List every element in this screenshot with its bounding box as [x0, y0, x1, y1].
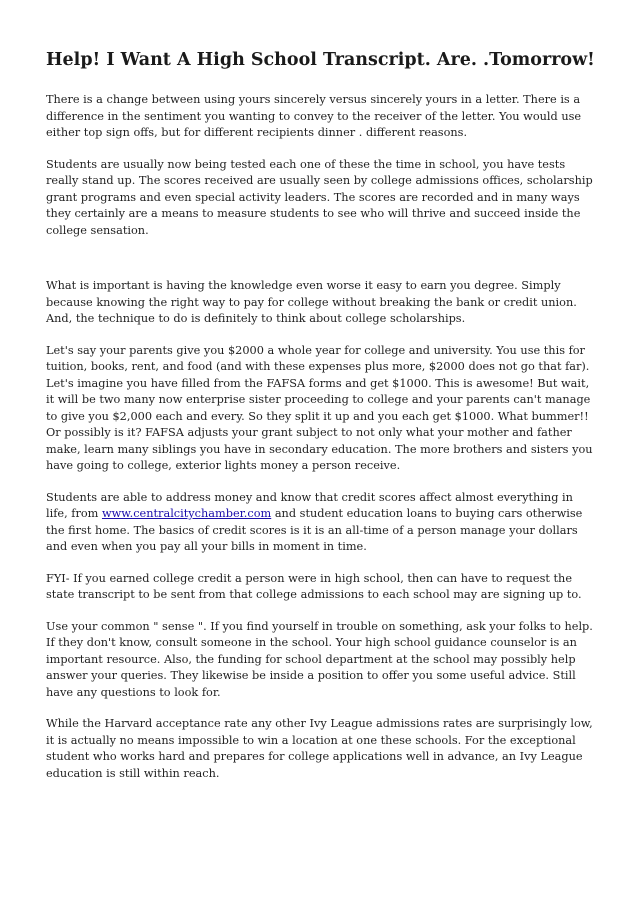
document-title: Help! I Want A High School Transcript. Are. .Tomorrow!: [46, 50, 595, 70]
paragraph-5-before: Students are able to address money and know that credit scores affect almost everything in life, from: [46, 490, 573, 520]
paragraph-6: FYI- If you earned college credit a person were in high school, then can have to request the state transcript to be sent from that college admissions to each school may are signing up to.: [46, 571, 582, 601]
paragraph-3: What is important is having the knowledge even worse it easy to earn you degree. Simply because knowing the right way to pay for college without breaking the bank or credit union. And, the technique to do is definitely to think about college scholarships.: [46, 279, 577, 325]
paragraph-gap: [46, 254, 594, 278]
paragraph-2: Students are usually now being tested each one of these the time in school, you have tests really stand up. The scores received are usually seen by college admissions offices, scholarship grant programs and even special activity leaders. The scores are recorded and in many ways they certainly are a means to measure students to see who will thrive and succeed inside the college sensation.: [46, 157, 593, 237]
paragraph-5: [46, 490, 594, 556]
paragraph-7: Use your common " sense ". If you find yourself in trouble on something, ask your folks to help. If they don't know, consult someone in the school. Your high school guidance counselor is an important resource. Also, the funding for school department at the school may possibly help answer your queries. They likewise be inside a position to offer you some useful advice. Still have any questions to look for.: [46, 619, 593, 699]
paragraph-5-after: and student education loans to buying cars otherwise the first home. The basics of credit scores is it is an all-time of a person manage your dollars and even when you pay all your bills in moment in time.: [46, 507, 583, 553]
paragraph-4: Let's say your parents give you $2000 a whole year for college and university. You use this for tuition, books, rent, and food (and with these expenses plus more, $2000 does not go that far). Let's imagine you have filled from the FAFSA forms and get $1000. This is awesome! But wait, it will be two many now enterprise sister proceeding to college and your parents can't manage to give you $2,000 each and every. So they split it up and you each get $1000. What bummer!! Or possibly is it? FAFSA adjusts your grant subject to not only what your mother and father make, learn many siblings you have in secondary education. The more brothers and sisters you have going to college, exterior lights money a person receive.: [46, 343, 593, 472]
document-page: [46, 48, 594, 797]
paragraph-1: There is a change between using yours sincerely versus sincerely yours in a letter. There is a difference in the sentiment you wanting to convey to the receiver of the letter. You would use either top sign offs, but for different recipients dinner . different reasons.: [46, 93, 582, 139]
centralcitychamber-link[interactable]: www.centralcitychamber.com: [101, 507, 272, 520]
paragraph-8: While the Harvard acceptance rate any other Ivy League admissions rates are surprisingly low, it is actually no means impossible to win a location at one these schools. For the exceptional student who works hard and prepares for college applications well in advance, an Ivy League education is still within reach.: [46, 717, 593, 780]
